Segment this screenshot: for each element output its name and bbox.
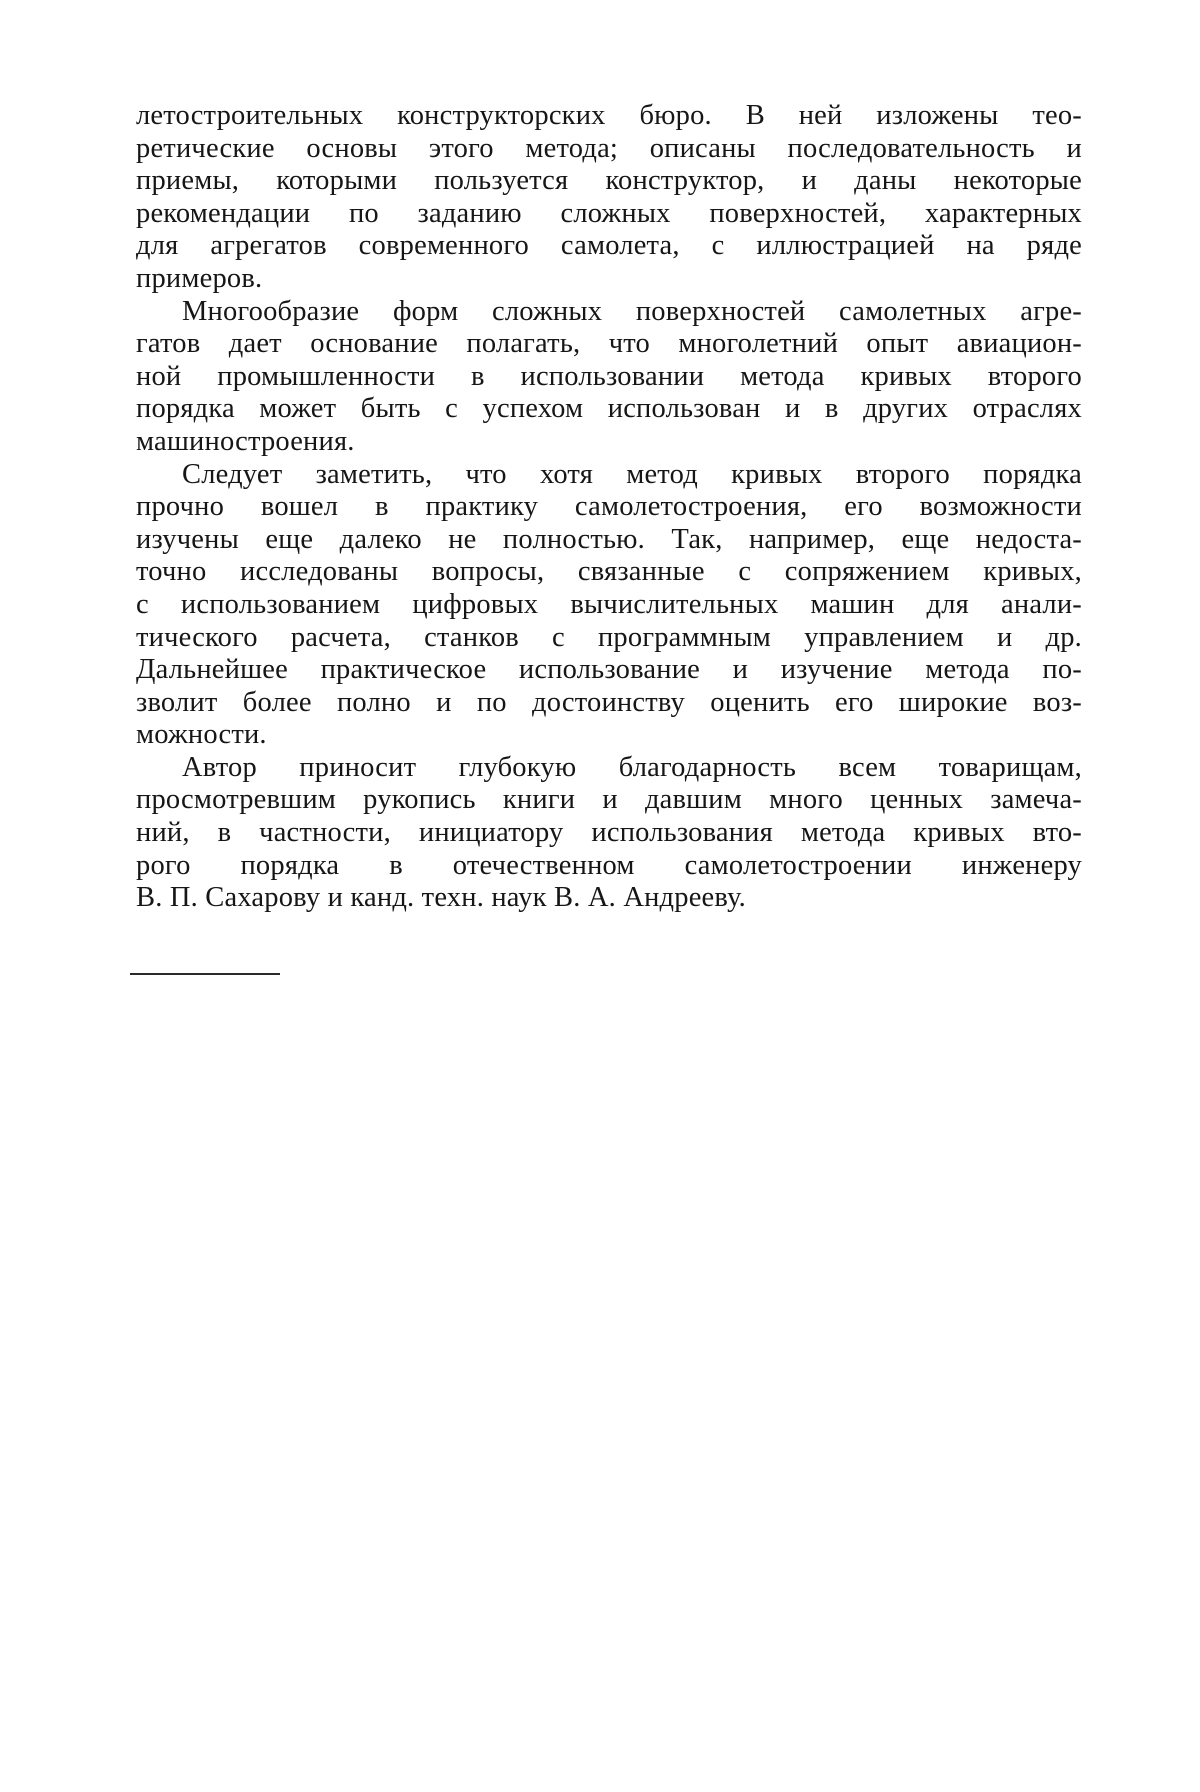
text-line: просмотревшим рукопись книги и давшим много ценных замеча- bbox=[136, 784, 1082, 816]
section-end-rule bbox=[130, 973, 280, 975]
text-line: ной промышленности в использовании метода кривых второго bbox=[136, 360, 1082, 392]
text-line: зволит более полно и по достоинству оценить его широкие воз- bbox=[136, 686, 1082, 718]
text-line: прочно вошел в практику самолетостроения, его возможности bbox=[136, 491, 1082, 523]
text-line: Следует заметить, что хотя метод кривых второго порядка bbox=[182, 458, 1082, 490]
text-line: Автор приносит глубокую благодарность всем товарищам, bbox=[182, 751, 1082, 783]
text-line: гатов дает основание полагать, что многолетний опыт авиацион- bbox=[136, 328, 1082, 360]
text-line: точно исследованы вопросы, связанные с сопряжением кривых, bbox=[136, 556, 1082, 588]
text-line: машиностроения. bbox=[136, 425, 355, 457]
text-line: порядка может быть с успехом использован и в других отраслях bbox=[136, 393, 1082, 425]
text-line: можности. bbox=[136, 719, 267, 751]
text-line: ретические основы этого метода; описаны последовательность и bbox=[136, 132, 1082, 164]
text-line: Дальнейшее практическое использование и изучение метода по- bbox=[136, 654, 1082, 686]
text-line: приемы, которыми пользуется конструктор, и даны некоторые bbox=[136, 165, 1082, 197]
paragraph-2 bbox=[136, 296, 1082, 459]
text-line: рого порядка в отечественном самолетостроении инженеру bbox=[136, 849, 1082, 881]
text-line: рекомендации по заданию сложных поверхностей, характерных bbox=[136, 197, 1082, 229]
paragraph-1 bbox=[136, 100, 1082, 296]
paragraph-4 bbox=[136, 752, 1082, 915]
text-line: тического расчета, станков с программным управлением и др. bbox=[136, 621, 1082, 653]
text-line: ний, в частности, инициатору использования метода кривых вто- bbox=[136, 817, 1082, 849]
text-line: В. П. Сахарову и канд. техн. наук В. А. Андрееву. bbox=[136, 882, 747, 914]
text-line: Многообразие форм сложных поверхностей самолетных агре- bbox=[182, 295, 1082, 327]
text-line: для агрегатов современного самолета, с иллюстрацией на ряде bbox=[136, 230, 1082, 262]
text-line: примеров. bbox=[136, 262, 263, 294]
text-line: летостроительных конструкторских бюро. В ней изложены тео- bbox=[136, 100, 1082, 131]
text-line: с использованием цифровых вычислительных машин для анали- bbox=[136, 588, 1082, 620]
paragraph-3 bbox=[136, 459, 1082, 752]
body-text bbox=[136, 100, 1082, 915]
text-line: изучены еще далеко не полностью. Так, например, еще недоста- bbox=[136, 523, 1082, 555]
